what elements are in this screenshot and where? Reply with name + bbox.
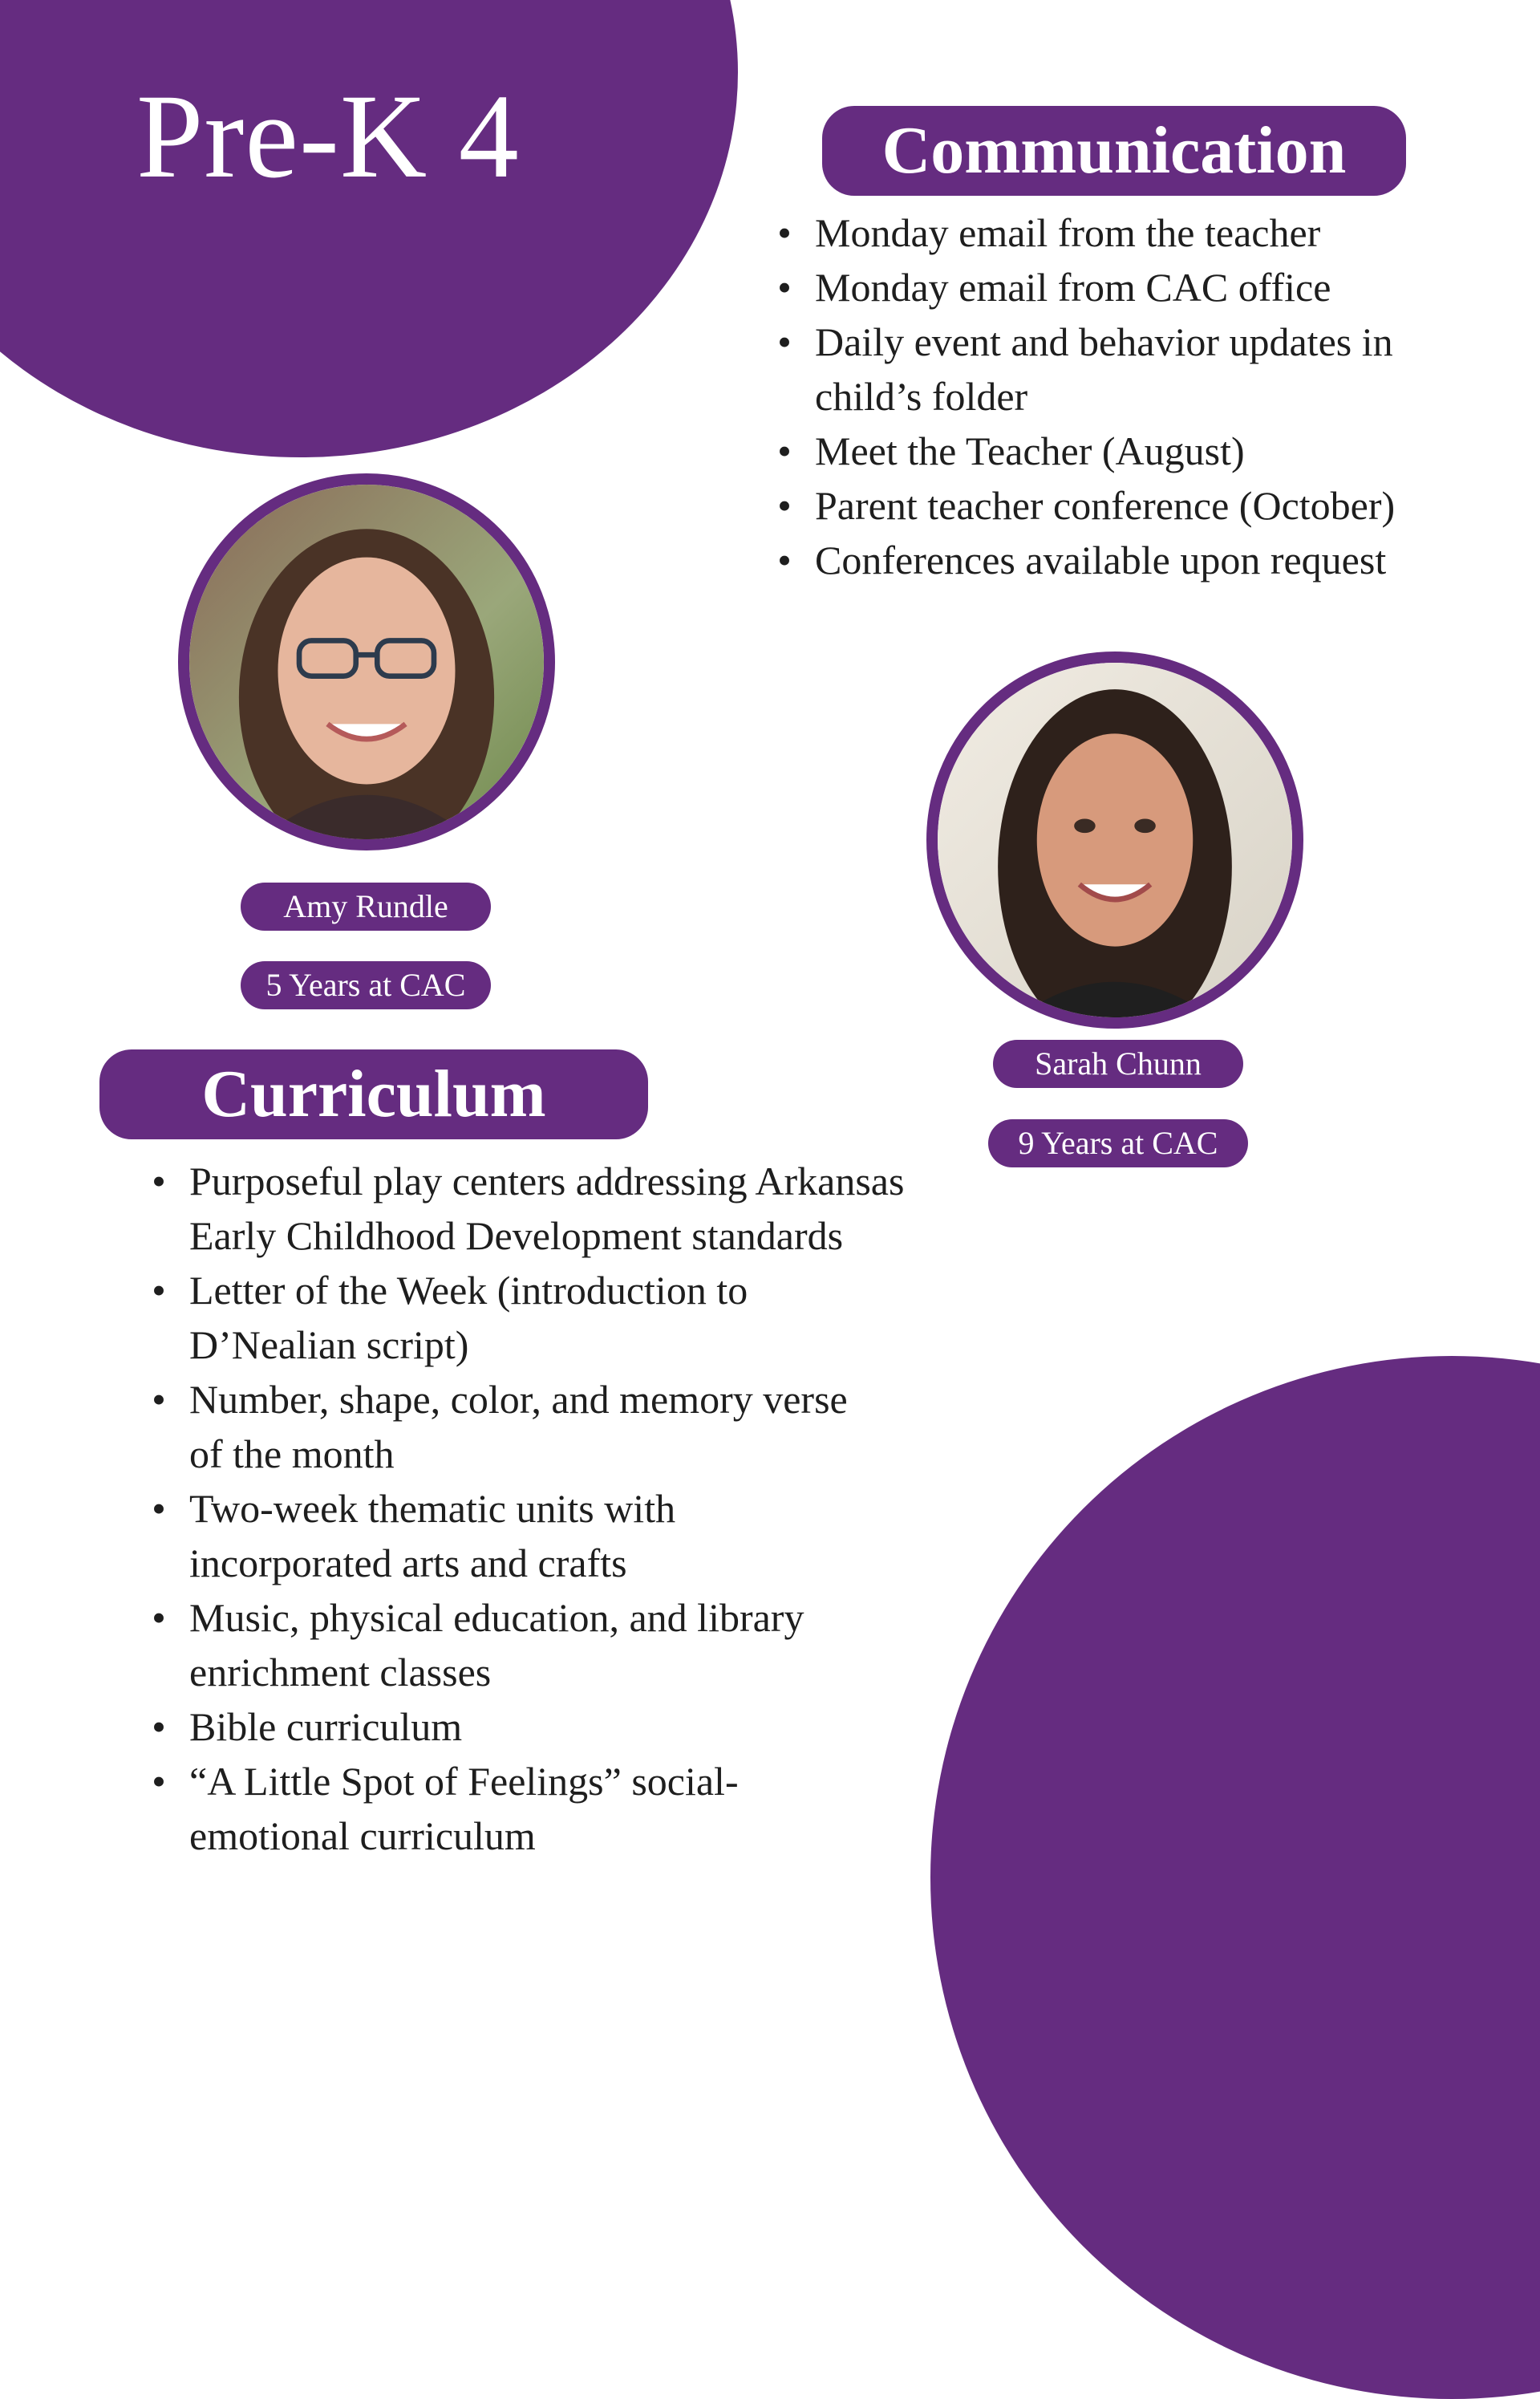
portrait-illustration [189,485,544,839]
list-item-text: Two-week thematic units with incorporated arts and crafts [189,1486,676,1585]
list-item-text: Letter of the Week (introduction to D’Nealian script) [189,1268,748,1367]
teacher-photo-sarah [926,652,1303,1029]
bullet-icon: • [152,1377,166,1422]
bullet-icon: • [152,1159,166,1204]
list-item [143,1263,879,1372]
bullet-icon: • [777,538,792,582]
list-item-text: Number, shape, color, and memory verse of the month [189,1377,848,1476]
communication-heading: Communication [822,106,1406,196]
bullet-icon: • [152,1759,166,1804]
list-item [143,1154,959,1263]
bullet-icon: • [152,1704,166,1749]
bullet-icon: • [152,1268,166,1313]
curriculum-heading: Curriculum [99,1049,648,1139]
decorative-circle-bottom [930,1356,1540,2399]
bullet-icon: • [777,483,792,528]
teacher-photo-amy [178,473,555,850]
bullet-icon: • [152,1595,166,1640]
list-item-text: Monday email from CAC office [815,265,1331,310]
bullet-icon: • [777,265,792,310]
teacher-name-amy: Amy Rundle [241,883,491,931]
bullet-icon: • [152,1486,166,1531]
list-item [768,260,1490,315]
bullet-icon: • [777,428,792,473]
list-item [143,1699,945,1754]
list-item-text: Bible curriculum [189,1704,463,1749]
list-item [768,478,1490,533]
page-title: Pre-K 4 [136,70,520,203]
decorative-circle-top [0,0,738,457]
list-item-text: “A Little Spot of Feelings” social-emotional curriculum [189,1759,739,1858]
list-item [143,1481,799,1590]
curriculum-list [143,1154,945,1863]
list-item [143,1372,879,1481]
list-item-text: Parent teacher conference (October) [815,483,1396,528]
list-item [768,205,1490,260]
list-item [143,1590,911,1699]
list-item-text: Music, physical education, and library enrichment classes [189,1595,804,1695]
teacher-years-amy: 5 Years at CAC [241,961,491,1009]
list-item-text: Meet the Teacher (August) [815,428,1245,473]
list-item-text: Purposeful play centers addressing Arkansas Early Childhood Development standards [189,1159,905,1258]
list-item [768,424,1490,478]
list-item-text: Daily event and behavior updates in child’s folder [815,319,1393,419]
bullet-icon: • [777,319,792,364]
list-item [143,1754,751,1863]
list-item-text: Monday email from the teacher [815,210,1321,255]
list-item [768,533,1490,587]
teacher-name-sarah: Sarah Chunn [993,1040,1243,1088]
communication-list [768,205,1490,587]
bullet-icon: • [777,210,792,255]
list-item [768,315,1505,424]
list-item-text: Conferences available upon request [815,538,1387,582]
teacher-years-sarah: 9 Years at CAC [988,1119,1248,1167]
portrait-illustration [938,663,1292,1017]
